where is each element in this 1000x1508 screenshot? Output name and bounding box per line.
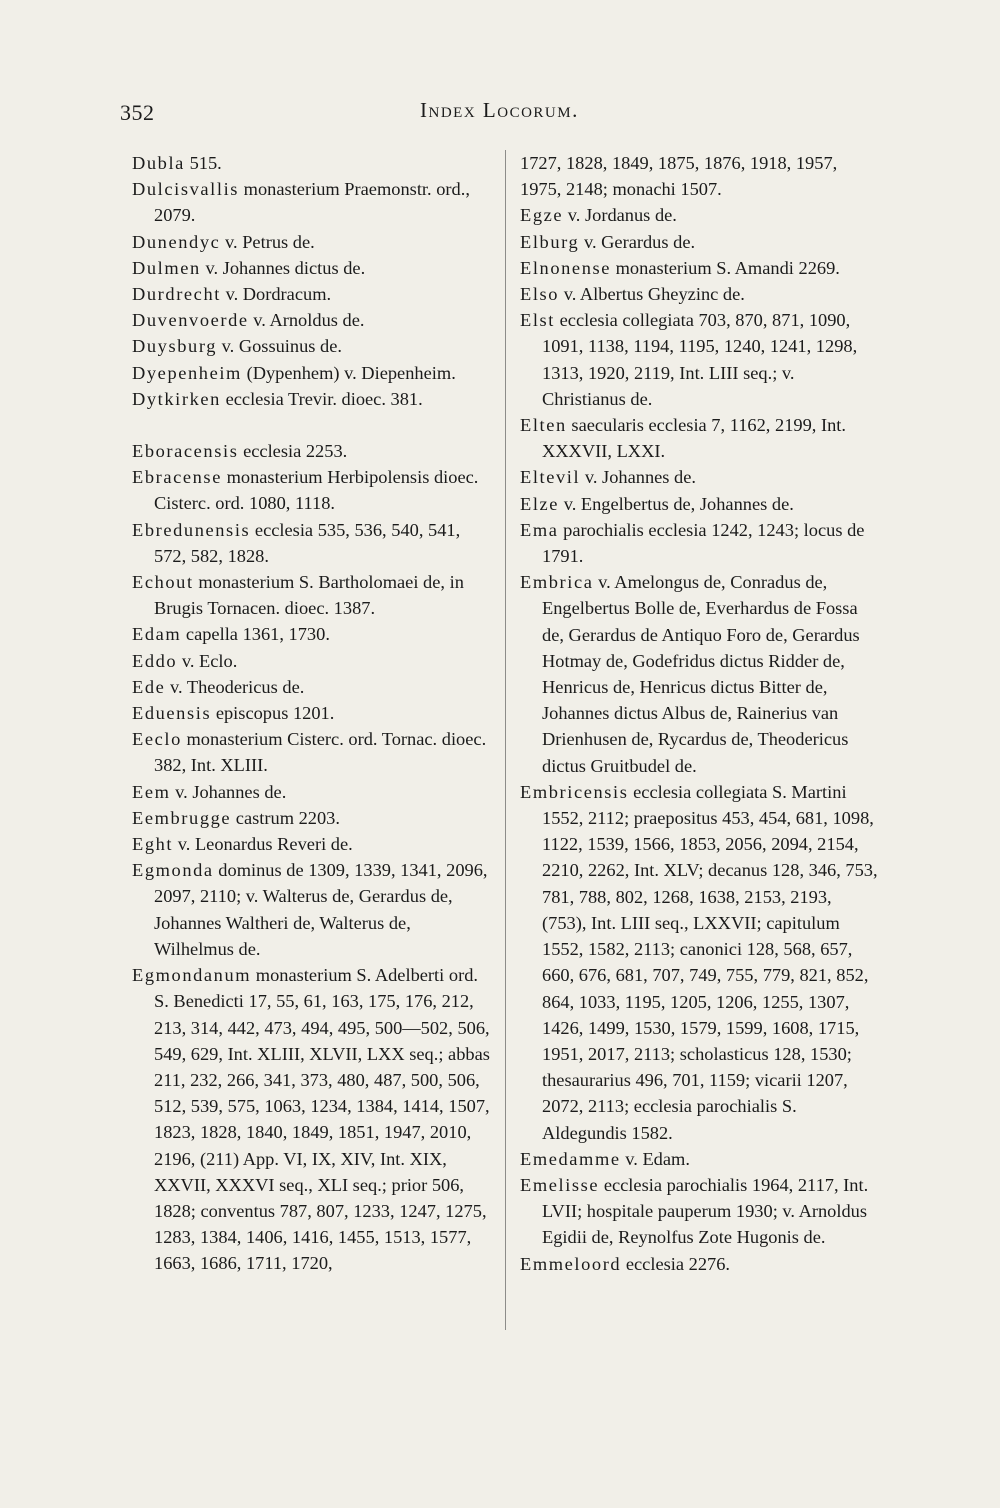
page-number: 352 <box>120 100 155 125</box>
index-entry-text: v. Jordanus de. <box>567 205 677 226</box>
index-entry <box>132 805 492 831</box>
index-entry-text: v. Gerardus de. <box>583 231 696 252</box>
index-headword: Ebracense <box>132 467 222 488</box>
index-entry <box>520 281 880 307</box>
index-headword: Dytkirken <box>132 388 221 409</box>
index-entry <box>132 255 492 281</box>
index-entry-text: episcopus 1201. <box>215 703 335 724</box>
index-entry <box>520 1172 880 1251</box>
index-headword: Dulcisvallis <box>132 179 240 200</box>
index-entry-text: v. Arnoldus de. <box>253 310 365 331</box>
index-entry <box>132 386 492 412</box>
index-headword: Eeclo <box>132 729 182 750</box>
index-entry-text: ecclesia 535, 536, 540, 541, 572, 582, 1828. <box>154 519 461 566</box>
index-entry-text: ecclesia 2276. <box>625 1253 731 1274</box>
index-entry-text: ecclesia parochialis 1964, 2117, Int. LVII; hospitale pauperum 1930; v. Arnoldus Egidii de, Reynolfus Zote Hugonis de. <box>542 1174 869 1248</box>
index-entry-text: monasterium S. Amandi 2269. <box>615 257 840 278</box>
index-headword: Ebredunensis <box>132 519 251 540</box>
index-entry <box>520 412 880 464</box>
index-entry-text: v. Leonardus Reveri de. <box>177 834 353 855</box>
index-entry-text: v. Johannes dictus de. <box>205 257 366 278</box>
index-entry <box>132 229 492 255</box>
index-entry-text: v. Theodericus de. <box>170 676 305 697</box>
index-entry-text: capella 1361, 1730. <box>185 624 330 645</box>
index-entry <box>132 360 492 386</box>
index-entry-text: v. Petrus de. <box>225 231 315 252</box>
index-headword: Dunendyc <box>132 231 221 252</box>
index-headword: Elze <box>520 493 560 514</box>
index-entry <box>132 726 492 778</box>
index-entry-text: dominus de 1309, 1339, 1341, 2096, 2097, 2110; v. Walterus de, Gerardus de, Johannes Waltheri de, Walterus de, Wilhelmus de. <box>154 860 488 959</box>
index-entry-text: 1727, 1828, 1849, 1875, 1876, 1918, 1957, 1975, 2148; monachi 1507. <box>520 153 838 200</box>
index-entry-text: ecclesia 2253. <box>243 441 348 462</box>
index-entry <box>520 150 880 202</box>
index-entry <box>520 202 880 228</box>
index-headword: Eght <box>132 834 174 855</box>
index-entry <box>520 517 880 569</box>
index-headword: Ema <box>520 519 559 540</box>
index-column-left <box>132 150 492 1277</box>
index-headword: Duysburg <box>132 336 218 357</box>
index-entry <box>520 491 880 517</box>
index-entry-text: monasterium S. Adelberti ord. S. Benedicti 17, 55, 61, 163, 175, 176, 212, 213, 314, 442, 473, 494, 495, 500—502, 506, 549, 629, Int. XLIII, XLVII, LXX seq.; abbas 211, 232, 266, 341, 373, 480, 487, 500, 506, 512, 539, 575, 1063, 1234, 1384, 1414, 1507, 1823, 1828, 1840, 1849, 1851, 1947, 2010, 2196, (211) App. VI, IX, XIV, Int. XIX, XXVII, XXXVI seq., XLI seq.; prior 506, 1828; conventus 787, 807, 1233, 1247, 1275, 1283, 1384, 1406, 1416, 1455, 1513, 1577, 1663, 1686, 1711, 1720, <box>154 965 490 1274</box>
column-divider <box>505 150 506 1330</box>
index-entry <box>132 176 492 228</box>
index-entry-text: v. Johannes de. <box>584 467 697 488</box>
index-entry-text: ecclesia collegiata S. Martini 1552, 2112; praepositus 453, 454, 681, 1098, 1122, 1539, 1566, 1853, 2056, 2094, 2154, 2210, 2262, Int. XLV; decanus 128, 346, 753, 781, 788, 802, 1268, 1638, 2153, 2193, (753), Int. LIII seq., LXXVII; capitulum 1552, 1582, 2113; canonici 128, 568, 657, 660, 676, 681, 707, 749, 755, 779, 821, 852, 864, 1033, 1195, 1205, 1206, 1255, 1307, 1426, 1499, 1530, 1579, 1599, 1608, 1715, 1951, 2017, 2113; scholasticus 128, 1530; thesaurarius 496, 701, 1159; vicarii 1207, 2072, 2113; ecclesia parochialis S. Aldegundis 1582. <box>542 781 878 1143</box>
index-entry-text: v. Edam. <box>625 1148 690 1169</box>
index-entry-text: v. Engelbertus de, Johannes de. <box>563 493 794 514</box>
index-headword: Elnonense <box>520 257 612 278</box>
index-entry-text: parochialis ecclesia 1242, 1243; locus de 1791. <box>542 519 865 567</box>
index-entry <box>132 438 492 464</box>
index-entry <box>520 1251 880 1277</box>
index-entry <box>132 150 492 176</box>
index-headword: Emmeloord <box>520 1253 622 1274</box>
index-headword: Emelisse <box>520 1174 600 1195</box>
index-entry <box>132 281 492 307</box>
index-entry <box>132 857 492 962</box>
index-entry <box>132 569 492 621</box>
index-entry <box>520 569 880 779</box>
index-entry <box>132 648 492 674</box>
index-entry-text: monasterium Cisterc. ord. Tornac. dioec. 382, Int. XLIII. <box>154 729 487 776</box>
index-entry-text: (Dypenhem) v. Diepenheim. <box>246 362 456 383</box>
index-entry <box>132 674 492 700</box>
index-headword: Dulmen <box>132 257 201 278</box>
index-entry <box>132 333 492 359</box>
index-headword: Echout <box>132 572 194 593</box>
index-headword: Elten <box>520 415 567 436</box>
index-entry <box>520 464 880 490</box>
index-headword: Eduensis <box>132 703 212 724</box>
index-entry-text: monasterium S. Bartholomaei de, in Brugis Tornacen. dioec. 1387. <box>154 572 464 619</box>
index-entry <box>132 962 492 1276</box>
index-entry-text: v. Amelongus de, Conradus de, Engelbertus Bolle de, Everhardus de Fossa de, Gerardus de Antiquo Foro de, Gerardus Hotmay de, Godefridus dictus Ridder de, Henricus de, Henricus dictus Bitter de, Johannes dictus Albus de, Rainerius van Drienhusen de, Rycardus de, Theodericus dictus Gruitbudel de. <box>542 572 860 776</box>
index-headword: Ede <box>132 676 166 697</box>
index-headword: Emedamme <box>520 1148 621 1169</box>
index-headword: Elburg <box>520 231 580 252</box>
index-entry <box>132 779 492 805</box>
index-headword: Elst <box>520 310 556 331</box>
index-entry <box>520 229 880 255</box>
index-headword: Embricensis <box>520 781 629 802</box>
index-headword: Elso <box>520 284 560 305</box>
index-entry-text: monasterium Herbipolensis dioec. Cisterc. ord. 1080, 1118. <box>154 467 479 514</box>
index-entry-text: castrum 2203. <box>235 807 340 828</box>
index-headword: Eembrugge <box>132 807 232 828</box>
index-headword: Embrica <box>520 572 594 593</box>
index-entry <box>520 307 880 412</box>
index-headword: Eltevil <box>520 467 581 488</box>
index-entry <box>520 1146 880 1172</box>
index-entry <box>520 255 880 281</box>
index-headword: Eboracensis <box>132 441 239 462</box>
index-headword: Eem <box>132 781 171 802</box>
index-headword: Egmondanum <box>132 965 252 986</box>
index-headword: Durdrecht <box>132 284 221 305</box>
index-entry <box>520 779 880 1146</box>
index-column-right <box>520 150 880 1277</box>
index-headword: Egmonda <box>132 860 214 881</box>
index-headword: Egze <box>520 205 564 226</box>
index-entry-text: ecclesia Trevir. dioec. 381. <box>225 388 423 409</box>
index-entry-text: v. Gossuinus de. <box>221 336 343 357</box>
index-entry <box>132 464 492 516</box>
index-entry-text: 515. <box>189 153 222 173</box>
index-headword: Eddo <box>132 650 178 671</box>
index-entry-text: monasterium Praemonstr. ord., 2079. <box>154 179 470 226</box>
index-entry-text: v. Eclo. <box>181 650 238 671</box>
index-entry <box>132 621 492 647</box>
index-headword: Dyepenheim <box>132 362 242 383</box>
index-headword: Duvenvoerde <box>132 310 249 331</box>
index-headword: Edam <box>132 624 182 645</box>
running-title: Index Locorum. <box>420 98 579 122</box>
index-entry-text: v. Johannes de. <box>175 781 287 802</box>
index-entry <box>132 517 492 569</box>
index-entry <box>132 831 492 857</box>
index-entry-text: ecclesia collegiata 703, 870, 871, 1090, 1091, 1138, 1194, 1195, 1240, 1241, 1298, 1313, 1920, 2119, Int. LIII seq.; v. Christianus de. <box>542 310 858 409</box>
index-entry <box>132 700 492 726</box>
index-entry-text: saecularis ecclesia 7, 1162, 2199, Int. XXXVII, LXXI. <box>542 415 846 462</box>
index-headword: Dubla <box>132 153 185 173</box>
index-entry-text: v. Albertus Gheyzinc de. <box>563 284 745 305</box>
index-entry <box>132 307 492 333</box>
index-entry-text: v. Dordracum. <box>225 284 332 305</box>
